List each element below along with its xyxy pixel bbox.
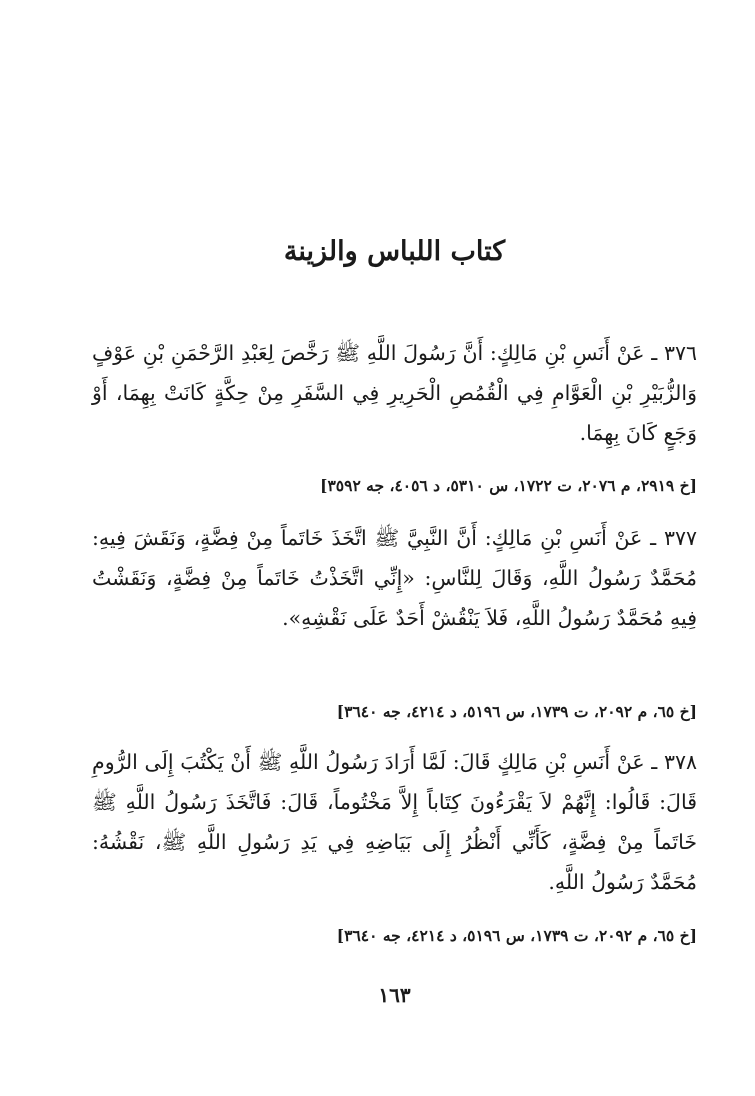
hadith-body: ـ عَنْ أَنَسِ بْنِ مَالِكٍ: أَنَّ رَسُولَ اللَّهِ ﷺ رَخَّصَ لِعَبْدِ الرَّحْمَنِ بْنِ عَوْفٍ وَالزُّبَيْرِ بْنِ الْعَوَّامِ فِي الْقُمُصِ الْحَرِيرِ فِي السَّفَرِ مِنْ حِكَّةٍ كَانَتْ بِهِمَا، أَوْ وَجَعٍ كَانَ بِهِمَا. [92, 341, 697, 445]
hadith-number: ٣٧٧ [663, 526, 697, 550]
page-number: ١٦٣ [378, 983, 411, 1007]
hadith-number: ٣٧٨ [663, 750, 697, 774]
hadith-377 [92, 518, 697, 638]
hadith-text [92, 333, 697, 453]
hadith-text [92, 518, 697, 638]
hadith-text [92, 742, 697, 902]
book-page [92, 0, 697, 1096]
hadith-body: ـ عَنْ أَنَسِ بْنِ مَالِكٍ: أَنَّ النَّبِيَّ ﷺ اتَّخَذَ خَاتَماً مِنْ فِضَّةٍ، وَنَقَشَ فِيهِ: مُحَمَّدٌ رَسُولُ اللَّهِ، وَقَالَ لِلنَّاسِ: «إِنِّي اتَّخَذْتُ خَاتَماً مِنْ فِضَّةٍ، وَنَقَشْتُ فِيهِ مُحَمَّدٌ رَسُولُ اللَّهِ، فَلاَ يَنْقُشْ أَحَدٌ عَلَى نَقْشِهِ». [92, 526, 697, 630]
hadith-reference: [خ ٢٩١٩، م ٢٠٧٦، ت ١٧٢٢، س ٥٣١٠، د ٤٠٥٦، جه ٣٥٩٢] [320, 476, 697, 495]
hadith-376 [92, 333, 697, 453]
hadith-number: ٣٧٦ [663, 341, 697, 365]
hadith-reference: [خ ٦٥، م ٢٠٩٢، ت ١٧٣٩، س ٥١٩٦، د ٤٢١٤، جه ٣٦٤٠] [336, 702, 697, 721]
chapter-title: كتاب اللباس والزينة [283, 236, 506, 267]
hadith-body: ـ عَنْ أَنَسِ بْنِ مَالِكٍ قَالَ: لَمَّا أَرَادَ رَسُولُ اللَّهِ ﷺ أَنْ يَكْتُبَ إِلَى الرُّومِ قَالَ: قَالُوا: إِنَّهُمْ لاَ يَقْرَءُونَ كِتَاباً إِلاَّ مَخْتُوماً، قَالَ: فَاتَّخَذَ رَسُولُ اللَّهِ ﷺ خَاتَماً مِنْ فِضَّةٍ، كَأَنِّي أَنْظُرُ إِلَى بَيَاضِهِ فِي يَدِ رَسُولِ اللَّهِ ﷺ، نَقْشُهُ: مُحَمَّدٌ رَسُولُ اللَّهِ. [92, 750, 697, 894]
hadith-378 [92, 742, 697, 902]
hadith-reference: [خ ٦٥، م ٢٠٩٢، ت ١٧٣٩، س ٥١٩٦، د ٤٢١٤، جه ٣٦٤٠] [336, 926, 697, 945]
